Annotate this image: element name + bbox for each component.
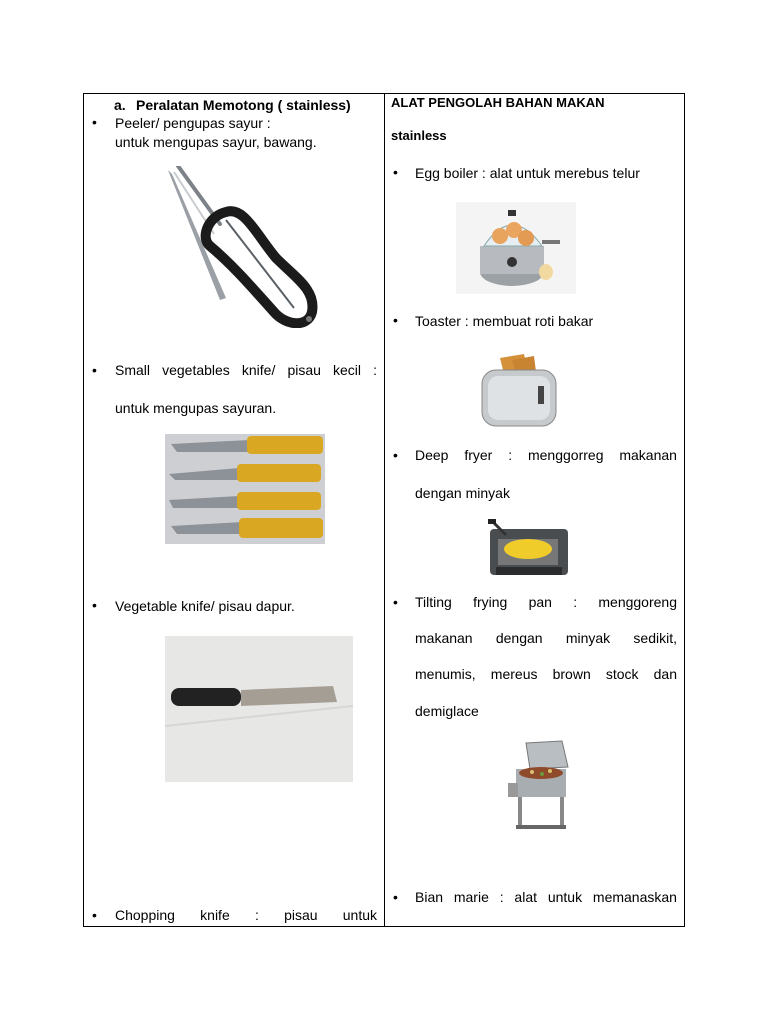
word: sedikit, bbox=[633, 630, 677, 646]
word: mereus bbox=[490, 666, 538, 682]
word: Chopping bbox=[115, 907, 175, 923]
tilting-pan-line-1 bbox=[415, 594, 677, 610]
bian-marie-line-1 bbox=[415, 889, 677, 905]
word: untuk bbox=[547, 889, 583, 905]
word: knife/ bbox=[241, 362, 276, 378]
deep-fryer-line-2: dengan minyak bbox=[415, 485, 510, 501]
right-heading: ALAT PENGOLAH BAHAN MAKAN bbox=[391, 95, 605, 110]
word: vegetables bbox=[162, 362, 230, 378]
bullet: • bbox=[92, 362, 97, 378]
word: memanaskan bbox=[592, 889, 677, 905]
toaster-image bbox=[478, 350, 560, 430]
word: makanan bbox=[619, 447, 677, 463]
word: pisau bbox=[284, 907, 318, 923]
word: dengan bbox=[495, 630, 543, 646]
vegetable-knife-image bbox=[165, 636, 353, 782]
bullet: • bbox=[92, 907, 97, 923]
tilting-pan-line-3 bbox=[415, 666, 677, 682]
tilting-pan-line-2 bbox=[415, 630, 677, 646]
word: Deep bbox=[415, 447, 449, 463]
chopping-knife-line-1 bbox=[115, 907, 377, 923]
content-table bbox=[83, 93, 685, 927]
bullet: • bbox=[393, 164, 398, 180]
toaster-text: Toaster : membuat roti bakar bbox=[415, 313, 594, 329]
word: pan bbox=[528, 594, 552, 610]
bullet: • bbox=[92, 114, 97, 130]
word: : bbox=[573, 594, 578, 610]
bullet: • bbox=[393, 594, 398, 610]
vegetable-knife-text: Vegetable knife/ pisau dapur. bbox=[115, 598, 295, 614]
word: kecil bbox=[332, 362, 361, 378]
word: stock bbox=[605, 666, 639, 682]
word: pisau bbox=[287, 362, 321, 378]
left-heading: Peralatan Memotong ( stainless) bbox=[136, 97, 351, 113]
left-heading-number: a. bbox=[114, 97, 126, 113]
word: : bbox=[508, 447, 513, 463]
small-knife-line-1 bbox=[115, 362, 377, 378]
word: makanan bbox=[415, 630, 473, 646]
word: untuk bbox=[342, 907, 377, 923]
peeler-image bbox=[164, 166, 324, 328]
word: alat bbox=[514, 889, 537, 905]
deep-fryer-image bbox=[488, 519, 570, 577]
word: knife bbox=[200, 907, 230, 923]
word: menggoreng bbox=[598, 594, 677, 610]
word: Tilting bbox=[415, 594, 452, 610]
word: Bian bbox=[415, 889, 444, 905]
bullet: • bbox=[92, 597, 97, 613]
small-knives-image bbox=[165, 434, 325, 544]
word: : bbox=[254, 907, 259, 923]
peeler-line-1: Peeler/ pengupas sayur : bbox=[115, 115, 271, 131]
word: menggorreg bbox=[527, 447, 604, 463]
word: minyak bbox=[565, 630, 611, 646]
word: brown bbox=[552, 666, 591, 682]
bullet: • bbox=[393, 312, 398, 328]
right-subheading: stainless bbox=[391, 128, 447, 143]
word: dan bbox=[653, 666, 677, 682]
bullet: • bbox=[393, 889, 398, 905]
peeler-line-2: untuk mengupas sayur, bawang. bbox=[115, 134, 317, 150]
small-knife-line-2: untuk mengupas sayuran. bbox=[115, 400, 277, 416]
egg-boiler-text: Egg boiler : alat untuk merebus telur bbox=[415, 165, 640, 181]
word: menumis, bbox=[415, 666, 476, 682]
column-divider bbox=[384, 94, 385, 926]
word: : bbox=[373, 362, 377, 378]
tilting-pan-line-4: demiglace bbox=[415, 703, 479, 719]
word: Small bbox=[115, 362, 151, 378]
word: frying bbox=[473, 594, 508, 610]
word: marie bbox=[453, 889, 489, 905]
deep-fryer-line-1 bbox=[415, 447, 677, 463]
word: fryer bbox=[464, 447, 493, 463]
word: : bbox=[499, 889, 504, 905]
egg-boiler-image bbox=[456, 202, 576, 294]
tilting-pan-image bbox=[508, 739, 574, 831]
bullet: • bbox=[393, 447, 398, 463]
